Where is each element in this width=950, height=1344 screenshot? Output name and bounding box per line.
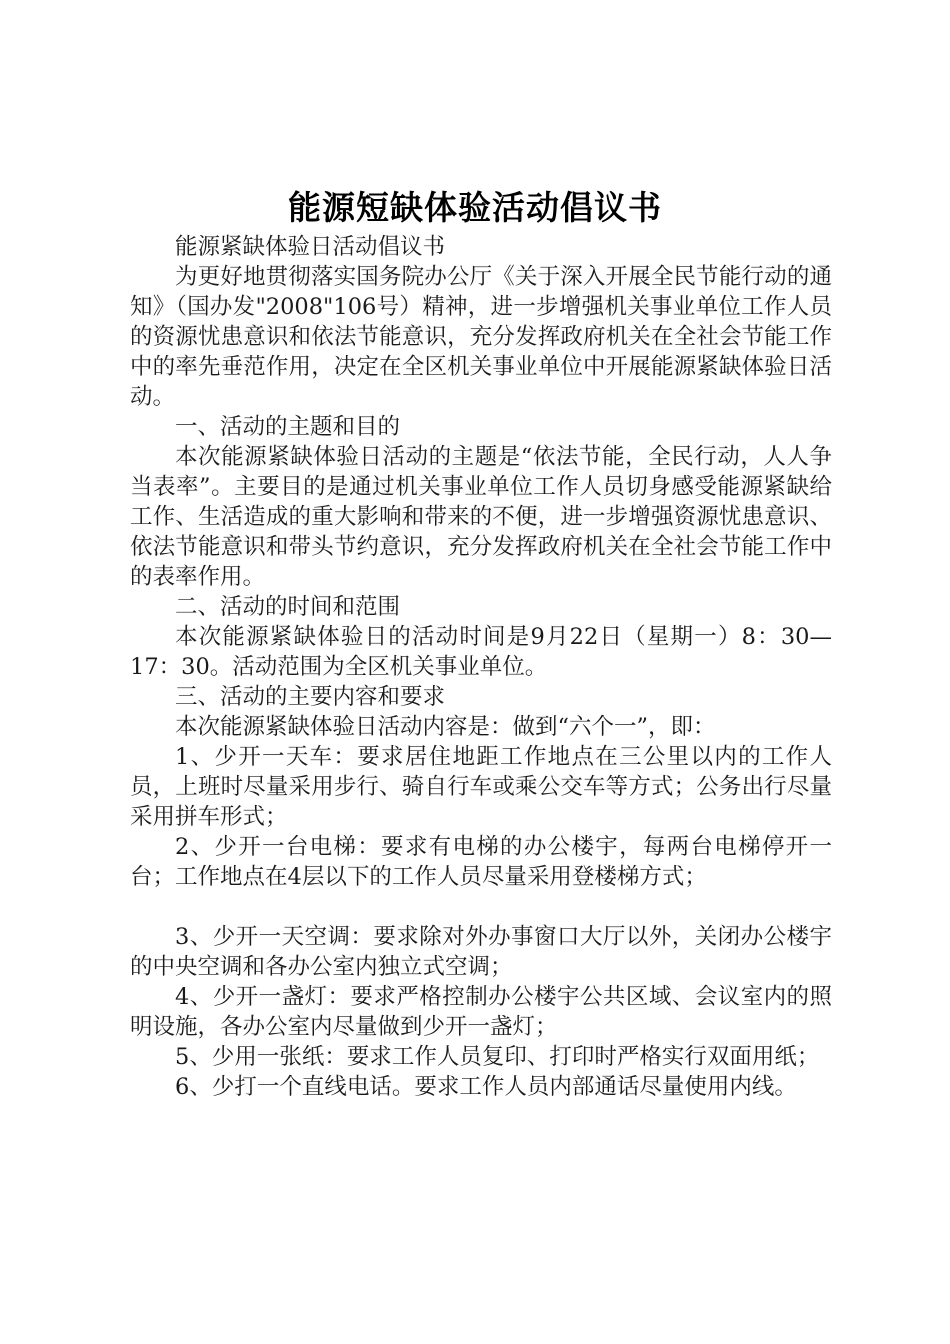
document-body bbox=[130, 232, 832, 1102]
document-title: 能源短缺体验活动倡议书 bbox=[288, 188, 662, 227]
list-item: 2、少开一台电梯：要求有电梯的办公楼宇，每两台电梯停开一台；工作地点在4层以下的工作人员尽量采用登楼梯方式； bbox=[130, 834, 832, 890]
content-intro-paragraph: 本次能源紧缺体验日活动内容是：做到“六个一”，即： bbox=[175, 714, 716, 740]
list-item: 6、少打一个直线电话。要求工作人员内部通话尽量使用内线。 bbox=[175, 1074, 797, 1100]
subtitle-line: 能源紧缺体验日活动倡议书 bbox=[175, 234, 446, 260]
time-paragraph: 本次能源紧缺体验日的活动时间是9月22日（星期一）8：30—17：30。活动范围为全区机关事业单位。 bbox=[130, 624, 832, 680]
list-item: 3、少开一天空调：要求除对外办事窗口大厅以外，关闭办公楼宇的中央空调和各办公室内独立式空调； bbox=[130, 924, 832, 980]
list-item: 4、少开一盏灯：要求严格控制办公楼宇公共区域、会议室内的照明设施，各办公室内尽量做到少开一盏灯； bbox=[130, 984, 832, 1040]
list-item: 5、少用一张纸：要求工作人员复印、打印时严格实行双面用纸； bbox=[175, 1044, 820, 1070]
section-heading-time: 二、活动的时间和范围 bbox=[175, 594, 401, 620]
theme-paragraph: 本次能源紧缺体验日活动的主题是“依法节能，全民行动，人人争当表率”。主要目的是通过机关事业单位工作人员切身感受能源紧缺给工作、生活造成的重大影响和带来的不便，进一步增强资源忧患意识、依法节能意识和带头节约意识，充分发挥政府机关在全社会节能工作中的表率作用。 bbox=[130, 444, 832, 590]
list-item: 1、少开一天车：要求居住地距工作地点在三公里以内的工作人员，上班时尽量采用步行、骑自行车或乘公交车等方式；公务出行尽量采用拼车形式； bbox=[130, 744, 832, 830]
section-heading-theme: 一、活动的主题和目的 bbox=[175, 414, 401, 440]
section-heading-content: 三、活动的主要内容和要求 bbox=[175, 684, 446, 710]
intro-paragraph: 为更好地贯彻落实国务院办公厅《关于深入开展全民节能行动的通知》（国办发"2008"106号）精神，进一步增强机关事业单位工作人员的资源忧患意识和依法节能意识，充分发挥政府机关在全社会节能工作中的率先垂范作用，决定在全区机关事业单位中开展能源紧缺体验日活动。 bbox=[130, 264, 832, 410]
blank-line bbox=[130, 892, 832, 922]
